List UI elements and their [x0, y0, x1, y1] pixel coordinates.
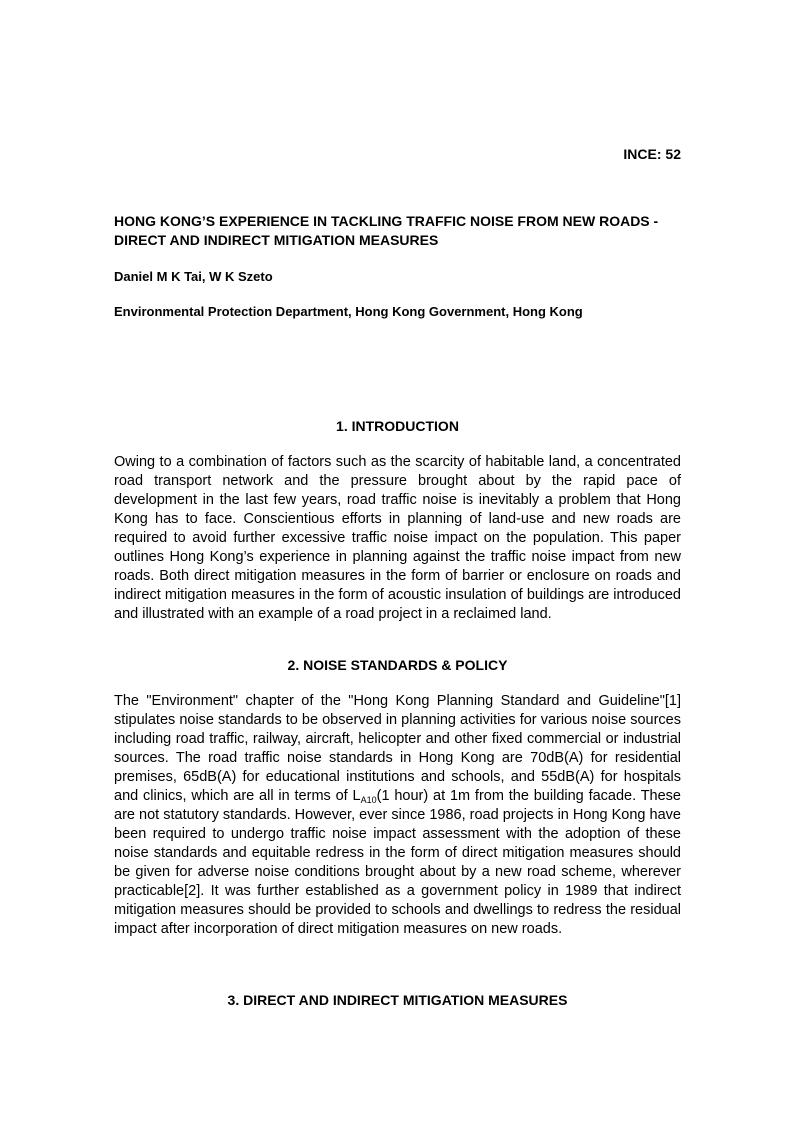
- paper-code: INCE: 52: [623, 146, 681, 162]
- paper-title: HONG KONG’S EXPERIENCE IN TACKLING TRAFFIC NOISE FROM NEW ROADS - DIRECT AND INDIRECT MITIGATION MEASURES: [114, 213, 659, 248]
- noise-standards-text-part2: (1 hour) at 1m from the building facade. These are not statutory standards. However, ever since 1986, road projects in Hong Kong have been required to undergo traffic noise impact assessment with the adoption of these noise standards and equitable redress in the form of direct mitigation measures should be given for adverse noise conditions brought about by a new road scheme, wherever practicable[2]. It was further established as a government policy in 1989 that indirect mitigation measures should be provided to schools and dwellings to redress the residual impact after incorporation of direct mitigation measures on new roads.: [114, 788, 681, 937]
- la10-subscript: A10: [360, 795, 377, 805]
- introduction-paragraph: Owing to a combination of factors such as the scarcity of habitable land, a concentrated road transport network and the pressure brought about by the rapid pace of development in the last few years, road traffic noise is inevitably a problem that Hong Kong has to face. Conscientious efforts in planning of land-use and new roads are required to avoid further excessive traffic noise impact on the population. This paper outlines Hong Kong’s experience in planning against the traffic noise impact from new roads. Both direct mitigation measures in the form of barrier or enclosure on roads and indirect mitigation measures in the form of acoustic insulation of buildings are introduced and illustrated with an example of a road project in a reclaimed land.: [114, 454, 681, 622]
- authors: Daniel M K Tai, W K Szeto: [114, 269, 273, 284]
- noise-standards-paragraph: [114, 692, 681, 939]
- affiliation: Environmental Protection Department, Hong Kong Government, Hong Kong: [114, 304, 583, 319]
- noise-standards-text-part1: The "Environment" chapter of the "Hong Kong Planning Standard and Guideline"[1] stipulates noise standards to be observed in planning activities for various noise sources including road traffic, railway, aircraft, helicopter and other fixed commercial or industrial sources. The road traffic noise standards in Hong Kong are 70dB(A) for residential premises, 65dB(A) for educational institutions and schools, and 55dB(A) for hospitals and clinics, which are all in terms of L: [114, 693, 681, 804]
- section-heading-introduction: 1. INTRODUCTION: [336, 418, 459, 434]
- section-heading-noise-standards: 2. NOISE STANDARDS & POLICY: [287, 657, 508, 673]
- section-heading-mitigation-measures: 3. DIRECT AND INDIRECT MITIGATION MEASURES: [227, 992, 568, 1008]
